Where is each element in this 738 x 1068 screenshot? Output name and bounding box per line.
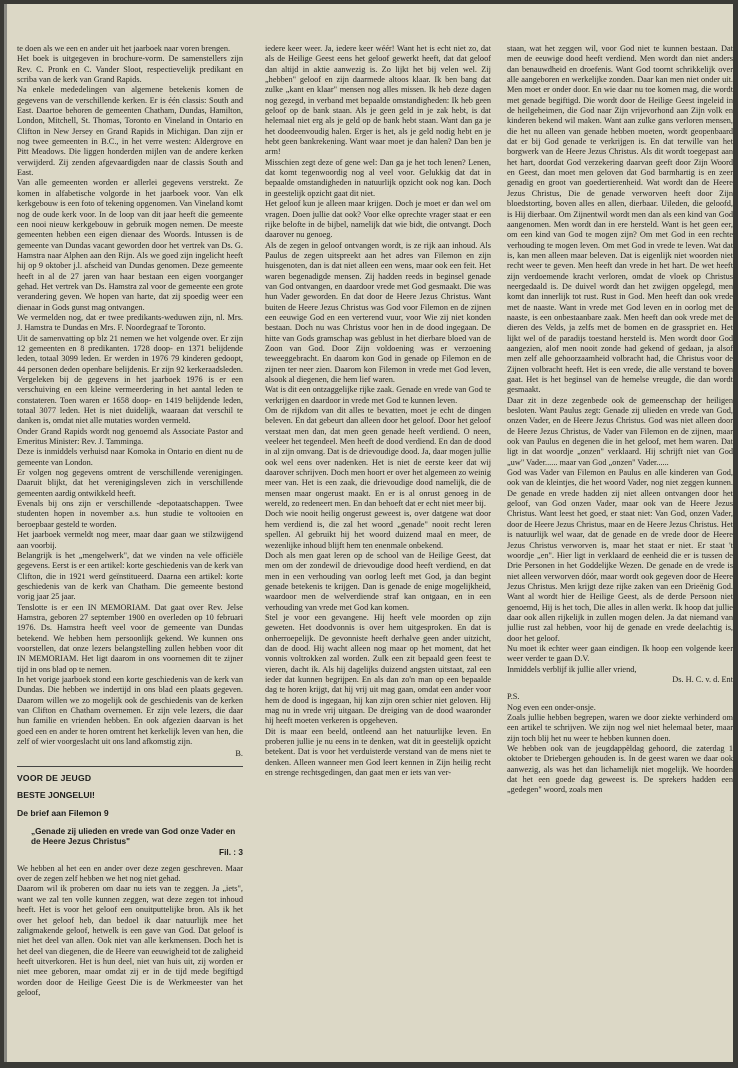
paragraph: We hebben al het een en ander over deze zegen geschreven. Maar over de zegen zelf hebben we het nog niet gehad. [17,863,243,884]
paragraph: Doch wie nooit heilig ongerust geweest is, over datgene wat door hem verdiend is, die zal het woord „genade" nooit recht leren spellen. Al gebruikt hij het woord duizend maal en meer, de wezenlijke inhoud blijft hem ten enenmale onbekend. [265,509,491,550]
section-divider [17,766,243,767]
paragraph: We vermelden nog, dat er twee predikants-weduwen zijn, nl. Mrs. J. Hamstra te Dundas en Mrs. F. Noordegraaf te Toronto. [17,312,243,333]
column-middle [265,44,491,1056]
paragraph: Er volgen nog gegevens omtrent de verschillende verenigingen. Daaruit blijkt, dat het verenigingsleven zich in verschillende gemeenten aardig ontwikkeld heeft. [17,468,243,498]
letter-closing-signature: Ds. H. C. v. d. Ent [672,674,733,684]
column-right [507,44,733,1056]
greeting: BESTE JONGELUI! [17,790,95,801]
paragraph: Nog even een onder-onsje. [507,702,596,712]
paragraph: Om de rijkdom van dit alles te bevatten, moet je echt de dingen beleven. En dat gebeurt dan alleen door het geloof. Door het geloof verstaat men dan, dat men geen genade heeft verdiend. O neen, veeleer het tegendeel. Men heeft de dood verdiend. En dan de dood in al zijn omvang. Dat is de drievoudige dood. Ja, daar mogen jullie ook wel eens over nadenken. Het is niet de eerste keer dat wij daarover schrijven. Doch men hoort er over het algemeen zo weinig meer van. Het is een zaak, die drievoudige dood namelijk, die de mensen maar ongerust maakt. En er is al onrust genoeg in de wereld, zo redeneert men. En dan behoeft dat er echt niet meer bij. [265,406,491,509]
paragraph: Doch als men gaat leren op de school van de Heilige Geest, dat men om der zondewil de drievoudige dood heeft verdiend, en dat men in een verhouding van oorlog leeft met God, ja dan begint genade betekenis te krijgen. Dan is genade de enige mogelijkheid, waardoor men de welverdiende straf kan ontgaan, en in een verhouding van vrede met God kan komen. [265,550,491,612]
paragraph: Daarom wil ik proberen om daar nu iets van te zeggen. Ja „iets", want we zal ten volle kunnen zeggen, wat deze zegen tot inhoud heeft. Het is voor het geloof een onuitputtelijke bron. Als ik het over het geloof heb, dan bedoel ik daar natuurlijk mee het zaligmakende geloof, hetwelk is een gave van God. Dat geloof is niet het deel van allen. Ook niet van alle kerkmensen. Doch het is het deel van diegenen, die de Heere van eeuwigheid tot de zaligheid heeft uitverkoren. Het is hun deel, niet van huis uit, zij worden er niet mee geboren, maar omdat zij er in de tijd mede begiftigd worden door de Heilige Geest Die is de Werkmeester van het geloof, [17,884,243,997]
paragraph: Stel je voor een gevangene. Hij heeft vele moorden op zijn geweten. Het doodvonnis is over hem uitgesproken. En dat is onherroepelijk. De gevonniste heeft derhalve geen ander uitzicht, dan de dood. Hij wacht alleen nog maar op het moment, dat het vonnis voltrokken zal worden. Zulk een zit bepaald geen feest te vieren, dacht ik. Als hij dagelijks duizend angsten uitstaat, zal een ieder dat kunnen begrijpen. En als dan zo'n man op een bepaalde dag te horen krijgt, dat hij vrij uit mag gaan, omdat een ander voor hem de dood is ingegaan, hij kan zijn oren schier niet geloven. Hij mag nu in vrede vrij uitgaan. De dreiging van de dood waaronder hij heeft moeten verkeren is opgeheven. [265,612,491,726]
paragraph: Deze is inmiddels verhuisd naar Komoka in Ontario en dient nu de gemeente van London. [17,447,243,467]
paragraph: Misschien zegt deze of gene wel: Dan ga je het toch lenen? Lenen, dat komt tegenwoordig nog al veel voor. Gelukkig dat dat in bepaalde omstandigheden in natuurlijk opzicht ook nog kan. Doch in geestelijk opzicht gaat dit niet. [265,157,491,198]
paragraph: Na enkele mededelingen van algemene betekenis komen de gegevens van de verschillende kerken. Er is één classis: South and East. Daartoe behoren de gemeenten Chatham, Dundas, Hamilton, London, Mitchell, St. Thomas, Toronto en Vineland in Ontario en Clifton in New Jersey en Grand Rapids in Michigan. Dan zijn er nog twee gemeenten in B.C., in het verre westen: Aldergrove en Pitt Meadows. Die liggen honderden mijlen van de andere kerken verwijderd. Zij zenden afgevaardigden naar de classis South and East. [17,85,243,178]
paragraph: God was Vader van Filemon en Paulus en alle kinderen van God, ook van de kleintjes, die het woord Vader, nog niet zeggen kunnen. De genade en vrede hadden zij niet alleen ontvangen door het geloof, van God onzen Vader, maar ook van de Heere Jezus Christus. Want leest het goed, er staat niet: Van God, onzen Vader, door de Heere Jezus Christus, maar en de Heere Jezus Christus. Het is natuurlijk wel waar, dat de genade en de vrede door de Heere Jezus Christus verworven is, maar het staat er niet. Er staat 't woordje „en". Hier ligt in verklaard de eenheid die er is tussen de Drie Personen in het Goddelijke Wezen. De genade en de vrede is niet alleen verworven dóór, maar wordt ook gegeven door de Heere Jezus Christus. Men krijgt deze rijke zaken van een Drieënig God. Want al wordt hier de Heilige Geest, als de derde Persoon niet genoemd, Hij is het toch, Die alles in allen werkt. Ik hoop dat jullie daar ook allen rijkelijk in zullen mogen delen. Ja dat niemand van jullie rust zal hebben, voor hij de genade en vrede deelachtig is, door het geloof. [507,468,733,643]
bible-verse: „Genade zij ulieden en vrede van God onze Vader en de Heere Jezus Christus" [31,826,236,847]
paragraph: Nu moet ik echter weer gaan eindigen. Ik hoop een volgende keer weer verder te gaan D.V. [507,643,733,664]
paragraph: Daar zit in deze zegenbede ook de gemeenschap der heiligen besloten. Want Paulus zegt: Genade zij ulieden en vrede van God, onzen Vader, en de Heere Jezus Christus. God was niet alleen door de Heere Jezus Christus, de Vader van Filemon en de zijnen, maar ook van Paulus en degenen die in het geloof, met hem waren. Dat ligt in dat woordje „onzen" verklaard. Hij schrijft niet van God „uw" Vader...... maar van God „onzen" Vader...... [507,395,733,467]
paragraph: We hebben ook van de jeugdappèldag gehoord, die zaterdag 1 oktober te Driebergen gehouden is. In de geest waren we daar ook aanwezig, als was het dan lichamelijk niet mogelijk. We hoorden dat het een goede dag geweest is. De sprekers hadden een „gedegen" woord, zoals men [507,744,733,795]
letter-title: De brief aan Filemon 9 [17,808,109,819]
paragraph: Het jaarboek vermeldt nog meer, maar daar gaan we stilzwijgend aan voorbij. [17,530,243,550]
paragraph: Wat is dit een ontzaggelijke rijke zaak. Genade en vrede van God te verkrijgen en daardoor in vrede met God te kunnen leven. [265,385,491,405]
postscript-label: P.S. [507,692,520,702]
paragraph: In het vorige jaarboek stond een korte geschiedenis van de kerk van Dundas. Die hebben we indertijd in ons blad een plaats gegeven. Daarom willen we zo mogelijk ook de geschiedenis van de kerken van Clifton en Chatham overnemen. Er zijn vele lezers, die daar hun familie en vrienden hebben. En ook afgezien daarvan is het goed een en ander te horen omtrent het kerkelijk leven van hen, die zelf of wier voorgeslacht uit ons land afkomstig zijn. [17,674,243,747]
paragraph: Zoals jullie hebben begrepen, waren we door ziekte verhinderd om een artikel te schrijven. We zijn nog wel niet helemaal beter, maar zijn toch blij het nu weer te hebben kunnen doen. [507,713,733,743]
section-heading: VOOR DE JEUGD [17,772,92,783]
paragraph: Van alle gemeenten worden er allerlei gegevens verstrekt. Ze komen in alfabetische volgorde in het jaarboek voor. Van elk kerkgebouw is een foto of tekening opgenomen. Van Vineland komt nog de oude kerk voor. In de loop van dit jaar heeft die gemeente een nooi nieuw kerkgebouw in gebruik mogen nemen. De meeste gemeenten hebben een eigen dienaar des Woords. Intussen is de gemeente van Dundas vacant geworden door het vertrek van Ds. G. Hamstra naar Alphen aan den Rijn. Als we goed zijn ingelicht heeft hij op 9 oktober j.l. afscheid van Dundas genomen. Deze gemeente heeft in al de 27 jaren van haar bestaan een eigen voorganger gehad. Het vertrek van Ds. Hamstra zal voor de gemeente een grote verandering geven. We hopen van harte, dat zij spoedig weer een dienaar in Gods gunst mag ontvangen. [17,178,243,312]
paragraph: Belangrijk is het „mengelwerk", dat we vinden na vele officiële gegevens. Eerst is er een artikel: korte geschiedenis van de kerk van Clifton, die in 1921 werd geïnstitueerd. Daarna een artikel: korte geschiedenis van de kerk van Chatham. Die gemeente bestond vorig jaar 25 jaar. [17,550,243,602]
magazine-page [4,4,733,1062]
paragraph: Onder Grand Rapids wordt nog genoemd als Associate Pastor and Emeritus Minister: Rev. J. Tamminga. [17,426,243,447]
paragraph: te doen als we een en ander uit het jaarboek naar voren brengen. [17,44,231,53]
paragraph: Inmiddels verblijf ik jullie aller vriend, [507,664,637,674]
author-signature: B. [235,749,243,759]
paragraph: Tenslotte is er een IN MEMORIAM. Dat gaat over Rev. Jelse Hamstra, geboren 27 september 1900 en overleden op 10 februari 1976. Ds. Hamstra heeft veel voor de gemeente van Dundas betekend. We hebben hem persoonlijk gekend. We kunnen ons voorstellen, dat onze lezers belangstelling zullen hebben voor dit IN MEMORIAM. Het ligt daarom in ons voornemen dit te zijner tijd in ons blad op te nemen. [17,602,243,674]
paragraph: staan, wat het zeggen wil, voor God niet te kunnen bestaan. Dat men de eeuwige dood heeft verdiend. Men wordt dan niet anders dan benauwdheid en droefenis. Want God toornt schrikkelijk over alle aangeboren en werkelijke zonden. Daar kan men niet onder uit. Men moet er onder door. En wie daar nu toe komen mag, die wordt met genade begiftigd. Die wordt door de Heilige Geest ingeleid in de heilgeheimen, die God naar Zijn vrijevorhond aan Zijn volk en kinderen bekend wil maken. Want aan zulke gans verloren mensen, die het nu alleen van genade hebben moeten, wordt geopenbaard dat er bij God genade te verkrijgen is. En dat terwille van het borgwerk van de Heere Jezus Christus. Als dit wordt toegepast aan het hart, doordat God verzekering daarvan geeft door Zijn Woord en Geest, dan moet men geloven dat God barmhartig is en zeer genadig en groot van goedertierenheid. Wat wordt dan de Heere Jezus Christus, Die de genade verworven heeft door Zijn bloedstorting, boven alles en allen, dierbaar. Uileden, die geloofd, is Hij dierbaar. Om Zijnentwil wordt men dan als een kind van God aangenomen. Men wordt dan in ere hersteld. Want is het geen eer, om een kind van God te mogen zijn? Om met God in een rechte verhouding te mogen leven. Om met God in vrede te leven. Wat dat is, kan men alleen maar beleven. Dat is eigenlijk niet woorden niet recht weer te geven. Men heeft dan vrede in het hart. De wet heeft zijn verdoemende kracht verloren, omdat de vloek op Christus neergedaald is. De duivel wordt dan het zwijgen opgelegd, men komt dan innerlijk tot rust. Rust in God. Men heeft dan ook vrede met de naaste. Want in vrede met God leven en in oorlog met de naaste, is een onbestaanbare zaak. Men heeft dan ook vrede met de dieren des Velds, ja zelfs met de bomen en de grasspriet en. Het lijkt wel of de paradijs toestand hersteld is. Men wordt door God aangezien, alof men nooit zonde had gekend of gedaan, ja alsof men zelf alle gehoorzaamheid volbracht had, die Christus voor de Zijnen volbracht heeft. Het is een vrede, die alle verstand te boven gaat. Het is het beginsel van de hemelse vreugde, die dan wordt gesmaakt. [507,44,733,395]
paragraph: iedere keer weer. Ja, iedere keer wéér! Want het is echt niet zo, dat als de Heilige Geest eens het geloof gewerkt heeft, dat dat geloof dan altijd in aktie aanwezig is. Zo lijkt het bij velen wel. Zij „hebben" geloof en zijn daarmede altoos klaar. Ik ben bang dat zulke „kant en klaar" mensen nog alles missen. Ik heb deze dagen nog gezegd, in verband met bepaalde omstandigheden: Ik heb geen geloof op de bank staan. Als je geen geld in je zak hebt, is dat helemaal niet erg als je geld op de bank hebt staan. Want dan ga je het doodeenvoudig halen. Erger is het, als je geld nodig hebt en je hebt geen bankrekening. Want waar moet je dan halen? Dan ben je arm! [265,44,491,157]
paragraph: Als de zegen in geloof ontvangen wordt, is ze rijk aan inhoud. Als Paulus de zegen uitspreekt aan het adres van Filemon en zijn huisgenoten, dan is dat niet alleen een wens, maar ook een feit. Het waren begenadigde mensen. Zij hadden reeds in beginsel genade van God ontvangen, en daardoor vrede met God gesmaakt. Die was hun Vader geworden. En dat door de Heere Jezus Christus. Want buiten de Heere Jezus Christus was God voor Filemon en de zijnen een eeuwige God en een verterend vuur, voor Wie zij niet konden bestaan. Doch nu was Christus voor hen in de dood ingegaan. De hitte van Gods gramschap was geblust in het dierbare bloed van de Zoon van God. Door Zijn voldoening was er verzoening teweeggebracht. En daarom kon God in genade op Filemon en de zijnen ter neer zien. Daarom kon Filemon in vrede met God leven, alsook al diegenen, die hem lief waren. [265,240,491,384]
paragraph: Dit is maar een beeld, ontleend aan het natuurlijke leven. En proberen jullie je nu eens in te denken, wat dit in geestelijk opzicht betekent. Dat is voor het verduisterde verstand van de mens niet te denken. Alleen wanneer men God leert kennen in Zijn heilig recht en strenge rechtsgedingen, dan gaat men er iets van ver- [265,726,491,778]
verse-reference: Fil. : 3 [219,847,243,858]
column-left [17,44,243,1056]
paragraph: Evenals bij ons zijn er verschillende -depotaatschappen. Twee studenten hopen in november a.s. hun studie te voltooien en beroepbaar gesteld te worden. [17,499,243,529]
paragraph: Het geloof kun je alleen maar krijgen. Doch je moet er dan wel om vragen. Doen jullie dat ook? Voor elke oprechte vrager staat er een rijke belofte in de bijbel, namelijk dat wie bidt, die ontvangt. Doch daarover nu genoeg. [265,199,491,240]
paragraph: Uit de samenvatting op blz 21 nemen we het volgende over. Er zijn 12 gemeenten en 8 predikanten. 1728 doop- en 1371 belijdende leden, totaal 3099 leden. Er werden in 1976 79 kinderen gedoopt, 44 personen deden openbare belijdenis. Er zijn 92 kerkeraadsleden. Vergeleken bij de gegevens in het jaarboek 1976 is er een verschuiving en een kleine vermeerdering in het aantal leden te constateren. Toen waren er 1658 doop- en 1419 belijdende leden, totaal 3077 leden. Het is niet duidelijk, waaraan dat verschil te danken is, omdat niet alle mutaties worden vermeld. [17,333,243,426]
paragraph: Het boek is uitgegeven in brochure-vorm. De samenstellers zijn Rev. C. Pronk en C. Vander Sloot, respectievelijk predikant en scriba van de kerk van Grand Rapids. [17,54,243,85]
